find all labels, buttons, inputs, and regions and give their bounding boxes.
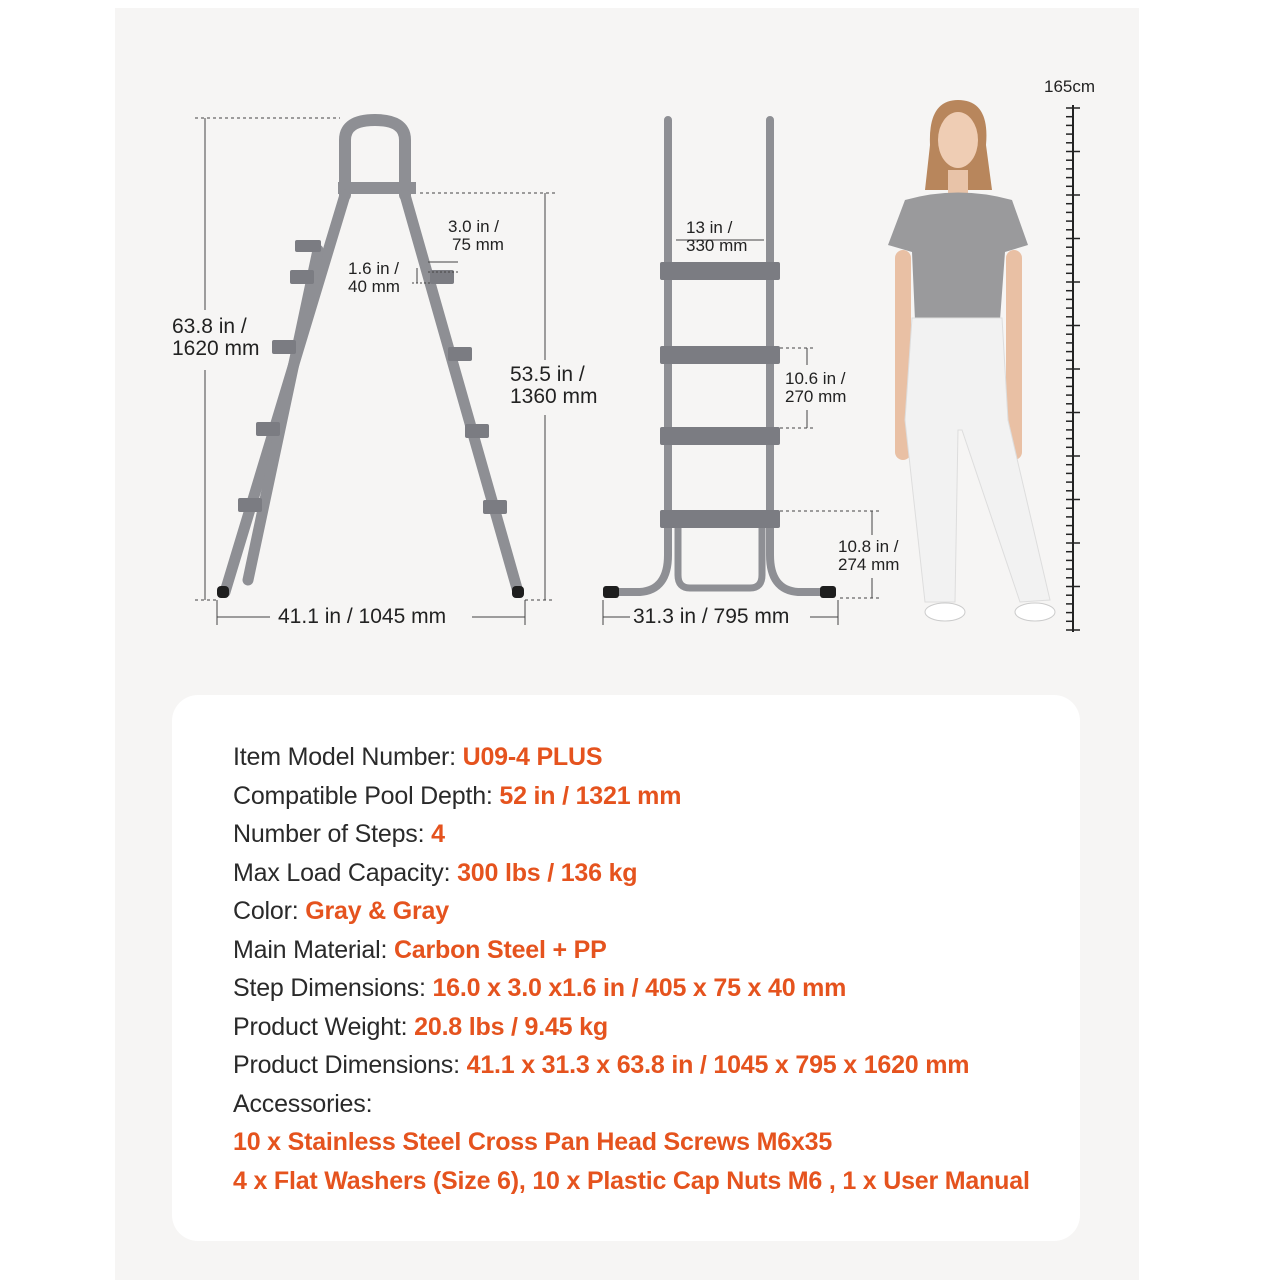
total-height-mm: 1620 mm [172, 337, 260, 361]
spec-line [233, 1051, 969, 1080]
step-spacing-inches: 10.6 in / [785, 369, 846, 388]
inner-width-mm: 330 mm [686, 235, 748, 255]
spec-value: 52 in / 1321 mm [499, 781, 682, 810]
step-thickness-mm: 40 mm [348, 276, 400, 296]
step-spacing-label [785, 370, 846, 406]
spec-line [233, 859, 637, 888]
step-depth-inches: 3.0 in / [448, 217, 500, 236]
spec-value: 20.8 lbs / 9.45 kg [414, 1012, 608, 1041]
total-height-label [172, 316, 260, 360]
spec-label: Color: [233, 897, 306, 925]
spec-label: Product Dimensions: [233, 1051, 467, 1079]
step-thickness-inches: 1.6 in / [348, 259, 400, 278]
spec-line [233, 743, 602, 772]
bottom-step-height-mm: 274 mm [838, 554, 900, 574]
inner-width-label [686, 219, 747, 255]
spec-line [233, 1090, 372, 1119]
spec-value: U09-4 PLUS [462, 743, 603, 771]
spec-label: Compatible Pool Depth: [233, 781, 500, 810]
front-width-label: 31.3 in / 795 mm [633, 605, 790, 628]
spec-line [233, 936, 607, 965]
spec-line [233, 1013, 608, 1042]
step-thickness-label [348, 260, 400, 296]
spec-label: Item Model Number: [233, 743, 463, 771]
spec-line [233, 897, 449, 926]
spec-value: 16.0 x 3.0 x1.6 in / 405 x 75 x 40 mm [432, 974, 847, 1002]
spec-value: Gray & Gray [305, 897, 449, 925]
platform-height-label [510, 364, 598, 408]
spec-value: Carbon Steel + PP [393, 935, 607, 964]
step-spacing-mm: 270 mm [785, 386, 847, 406]
spec-line [233, 820, 445, 849]
front-view-steps [660, 262, 780, 528]
person-figure [888, 100, 1055, 621]
accessory-line: 4 x Flat Washers (Size 6), 10 x Plastic Cap Nuts M6 , 1 x User Manual [233, 1166, 1030, 1195]
platform-height-inches: 53.5 in / [510, 363, 585, 386]
inner-width-inches: 13 in / [686, 218, 733, 237]
specs-card [172, 695, 1080, 1241]
side-width-label: 41.1 in / 1045 mm [278, 605, 447, 628]
spec-value: 41.1 x 31.3 x 63.8 in / 1045 x 795 x 1620 mm [466, 1051, 970, 1079]
person-height-label: 165cm [1044, 77, 1096, 96]
spec-label: Main Material: [233, 935, 394, 964]
step-depth-label [448, 218, 504, 254]
spec-value: 4 [431, 820, 445, 848]
spec-value: 300 lbs / 136 kg [457, 858, 638, 887]
platform-height-mm: 1360 mm [510, 385, 598, 409]
bottom-step-height-label [838, 538, 899, 574]
height-ruler [1066, 105, 1080, 632]
spec-line [233, 782, 681, 811]
spec-line [233, 974, 846, 1003]
spec-label: Number of Steps: [233, 820, 432, 848]
spec-label: Product Weight: [233, 1012, 415, 1041]
side-view-ladder [217, 120, 524, 598]
accessory-line: 10 x Stainless Steel Cross Pan Head Screws M6x35 [233, 1128, 833, 1156]
spec-label: Accessories: [233, 1089, 373, 1118]
step-depth-mm: 75 mm [452, 234, 504, 254]
total-height-inches: 63.8 in / [172, 315, 247, 338]
bottom-step-height-inches: 10.8 in / [838, 537, 899, 556]
spec-label: Max Load Capacity: [233, 858, 458, 887]
spec-label: Step Dimensions: [233, 974, 433, 1002]
